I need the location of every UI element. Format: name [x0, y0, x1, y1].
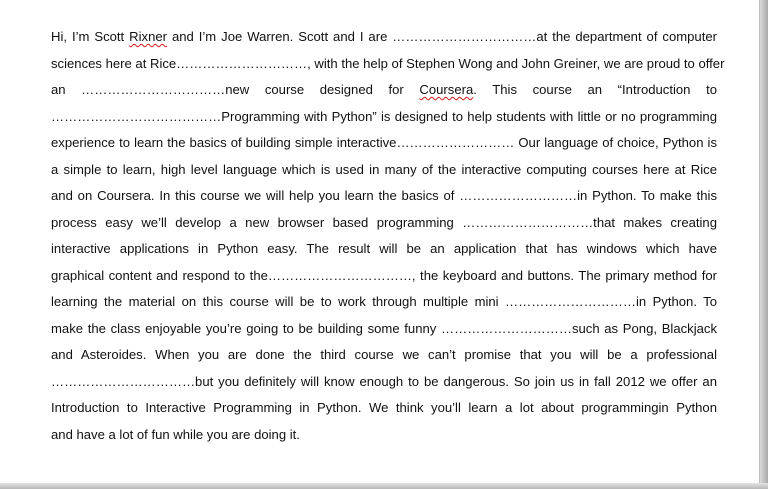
- line-4-text: …………………………………Programming with Python” is designed to help students with little or no programming: [51, 108, 717, 124]
- window-right-border: [760, 0, 768, 489]
- text-line-12: [51, 316, 717, 343]
- line-7-text: and on Coursera. In this course we will help you learn the basics of ………………………in Python. To make this: [51, 188, 717, 203]
- text-line-11: [51, 289, 717, 316]
- text-line-10: [51, 263, 717, 290]
- line-11-text: learning the material on this course will be to work through multiple mini …………………………in Python. To: [51, 294, 717, 309]
- misspelled-word-rixner[interactable]: Rixner: [129, 29, 167, 44]
- text-line-8: [51, 210, 717, 237]
- line-6-text: a simple to learn, high level language which is used in many of the interactive computing courses here at Rice: [51, 161, 717, 177]
- text-line-1: [51, 24, 717, 51]
- text-line-7: [51, 183, 717, 210]
- line-1-end: and I’m Joe Warren. Scott and I are ……………………………at the department of computer: [167, 29, 717, 44]
- window-bottom-border: [0, 483, 768, 489]
- line-8-text: process easy we’ll develop a new browser based programming …………………………that makes creating: [51, 214, 717, 230]
- text-line-16: [51, 422, 717, 449]
- misspelled-word-coursera[interactable]: Coursera: [419, 82, 474, 97]
- text-line-6: [51, 157, 717, 184]
- text-line-5: [51, 130, 717, 157]
- text-line-2: [51, 51, 725, 78]
- line-5-text: experience to learn the basics of building simple interactive……………………… Our language of choice, Python is: [51, 135, 717, 150]
- line-3-end: . This course an “Introduction to: [473, 82, 717, 97]
- line-15-text: Introduction to Interactive Programming in Python. We think you’ll learn a lot about programmingin Python: [51, 400, 717, 415]
- line-14-text: ……………………………but you definitely will know enough to be dangerous. So join us in fall 2012 we offer an: [51, 373, 717, 389]
- line-13-text: and Asteroides. When you are done the third course we can’t promise that you will be a professional: [51, 347, 717, 362]
- document-text[interactable]: [51, 24, 725, 448]
- text-line-3: [51, 77, 717, 104]
- line-10-text: graphical content and respond to the……………………………, the keyboard and buttons. The primary method for: [51, 267, 717, 283]
- text-line-14: [51, 369, 717, 396]
- text-line-15: [51, 395, 717, 422]
- line-9-text: interactive applications in Python easy. The result will be an application that has windows which have: [51, 241, 717, 256]
- line-1-start: Hi, I’m Scott: [51, 29, 130, 44]
- line-16-text: and have a lot of fun while you are doing it.: [51, 426, 300, 442]
- line-3-start: an ……………………………new course designed for: [51, 82, 420, 97]
- text-line-13: [51, 342, 717, 369]
- line-2-text: sciences here at Rice…………………………, with the help of Stephen Wong and John Greiner, we are proud to offer: [51, 55, 725, 71]
- text-line-9: [51, 236, 717, 263]
- line-12-text: make the class enjoyable you’re going to be building some funny …………………………such as Pong, Blackjack: [51, 320, 717, 336]
- text-line-4: [51, 104, 717, 131]
